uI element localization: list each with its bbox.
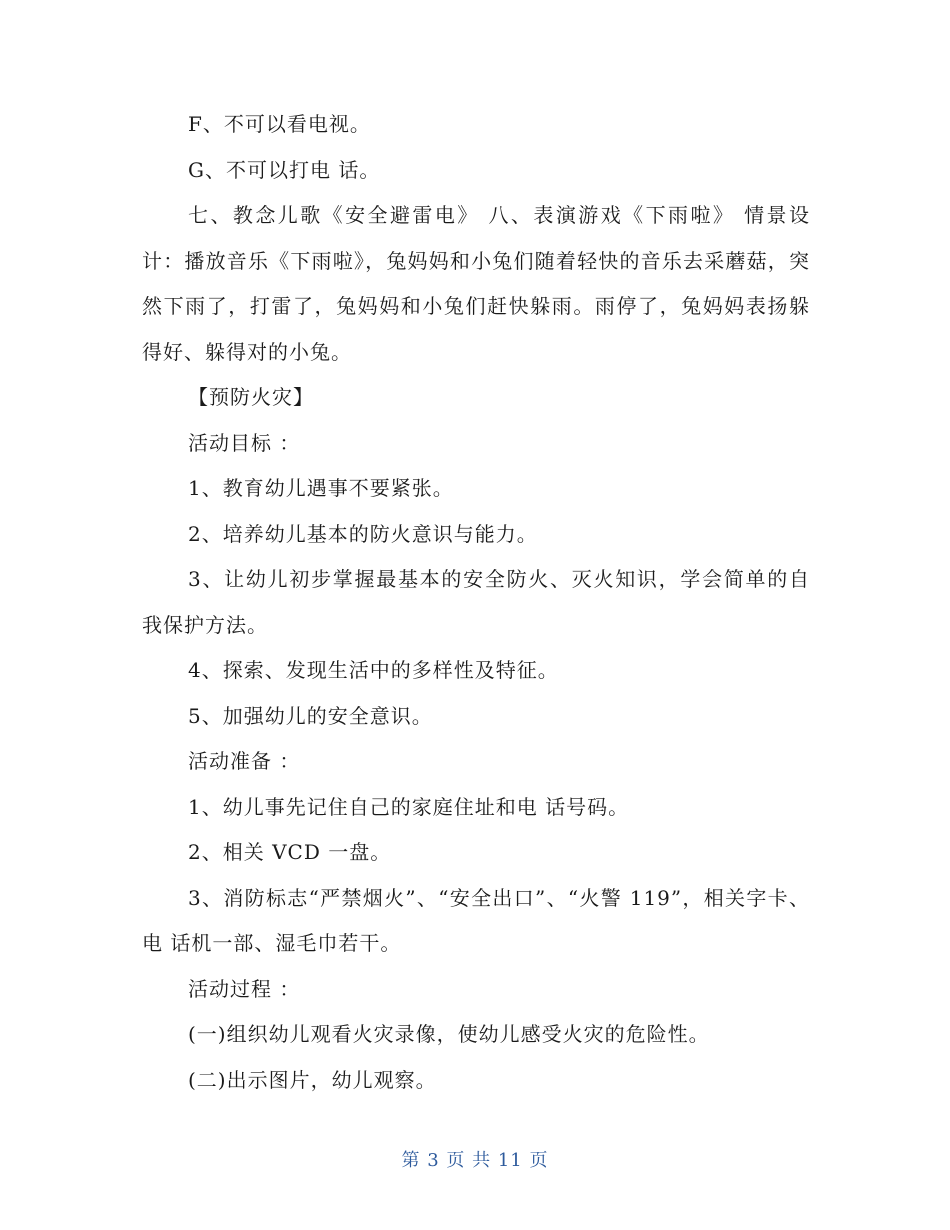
- list-item: 3、让幼儿初步掌握最基本的安全防火、灭火知识，学会简单的自我保护方法。: [142, 567, 810, 637]
- section-heading: 【预防火灾】: [188, 385, 314, 409]
- list-item: 3、消防标志“严禁烟火”、“安全出口”、“火警 119”，相关字卡、电 话机一部、湿毛巾若干。: [142, 885, 810, 955]
- paragraph: 七、教念儿歌《安全避雷电》 八、表演游戏《下雨啦》 情景设计：播放音乐《下雨啦》，兔妈妈和小兔们随着轻快的音乐去采蘑菇，突然下雨了，打雷了，兔妈妈和小兔们赶快躲雨。雨停了，兔妈妈表扬躲得好、躲得对的小兔。: [142, 203, 810, 364]
- list-item: 1、教育幼儿遇事不要紧张。: [188, 476, 454, 500]
- list-item: 4、探索、发现生活中的多样性及特征。: [188, 658, 559, 682]
- page-number-footer: 第 3 页 共 11 页: [401, 1150, 549, 1171]
- list-item: 2、相关 VCD 一盘。: [188, 840, 392, 864]
- paragraph: G、不可以打电 话。: [188, 157, 381, 182]
- list-item: 5、加强幼儿的安全意识。: [188, 703, 433, 728]
- list-item: 1、幼儿事先记住自己的家庭住址和电 话号码。: [188, 794, 630, 819]
- paragraph: F、不可以看电视。: [188, 112, 371, 136]
- document-body: [142, 102, 810, 1103]
- subheading: 活动准备 ：: [188, 749, 301, 773]
- subheading: 活动过程 ：: [188, 976, 301, 1001]
- list-item: (二)出示图片，幼儿观察。: [188, 1067, 437, 1092]
- subheading: 活动目标 ：: [188, 430, 301, 455]
- list-item: 2、培养幼儿基本的防火意识与能力。: [188, 521, 538, 546]
- list-item: (一)组织幼儿观看火灾录像，使幼儿感受火灾的危险性。: [188, 1022, 710, 1046]
